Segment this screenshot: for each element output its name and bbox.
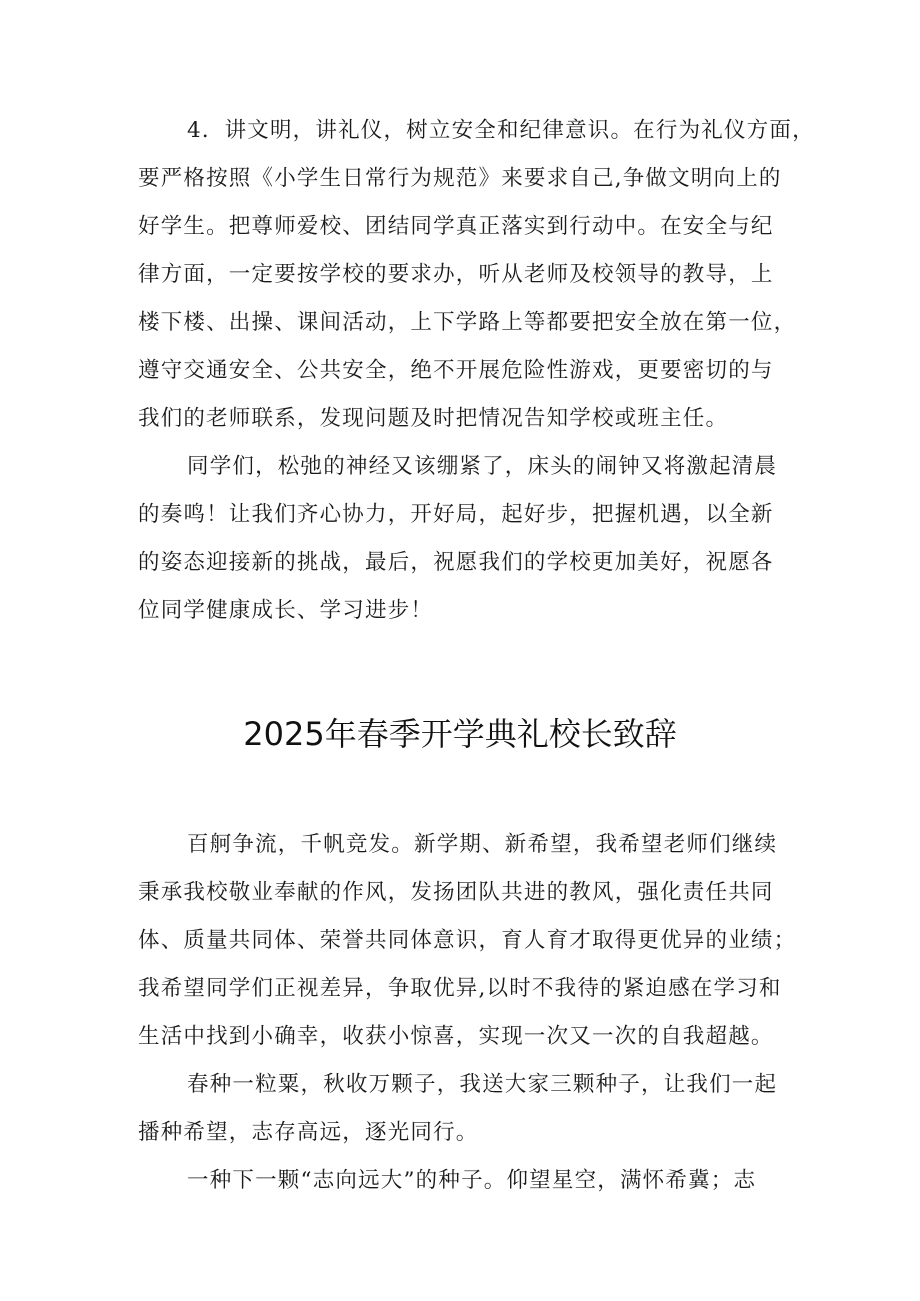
paragraph-line: 我们的老师联系，发现问题及时把情况告知学校或班主任。 (138, 406, 729, 431)
paragraph-line: 4．讲文明，讲礼仪，树立安全和纪律意识。在行为礼仪方面， (187, 118, 815, 143)
paragraph-line: 播种希望，志存高远，逐光同行。 (138, 1120, 479, 1145)
paragraph-line: 秉承我校敬业奉献的作风，发扬团队共进的教风，强化责任共同 (138, 880, 774, 905)
paragraph-line: 遵守交通安全、公共安全，绝不开展危险性游戏，更要密切的与 (138, 358, 774, 383)
paragraph-line: 一种下一颗“志向远大”的种子。仰望星空，满怀希冀；志 (187, 1168, 757, 1193)
paragraph-line: 同学们，松弛的神经又该绷紧了，床头的闹钟又将激起清晨 (187, 454, 778, 479)
paragraph-line: 楼下楼、出操、课间活动，上下学路上等都要把安全放在第一位， (138, 310, 797, 335)
paragraph-line: 我希望同学们正视差异，争取优异,以时不我待的紧迫感在学习和 (138, 976, 782, 1001)
paragraph-line: 要严格按照《小学生日常行为规范》来要求自己,争做文明向上的 (138, 166, 782, 191)
paragraph-line: 律方面，一定要按学校的要求办，听从老师及校领导的教导，上 (138, 262, 774, 287)
paragraph-line: 体、质量共同体、荣誉共同体意识，育人育才取得更优异的业绩； (138, 928, 797, 953)
paragraph-line: 春种一粒粟，秋收万颗子，我送大家三颗种子，让我们一起 (187, 1072, 778, 1097)
paragraph-line: 位同学健康成长、学习进步！ (138, 598, 434, 623)
document-title: 2025年春季开学典礼校长致辞 (243, 715, 677, 753)
paragraph-line: 的奏鸣！让我们齐心协力，开好局，起好步，把握机遇，以全新 (138, 502, 774, 527)
paragraph-line: 百舸争流，千帆竞发。新学期、新希望，我希望老师们继续 (187, 832, 778, 857)
paragraph-line: 的姿态迎接新的挑战，最后，祝愿我们的学校更加美好，祝愿各 (138, 550, 774, 575)
paragraph-line: 好学生。把尊师爱校、团结同学真正落实到行动中。在安全与纪 (138, 214, 774, 239)
paragraph-line: 生活中找到小确幸，收获小惊喜，实现一次又一次的自我超越。 (138, 1024, 774, 1049)
